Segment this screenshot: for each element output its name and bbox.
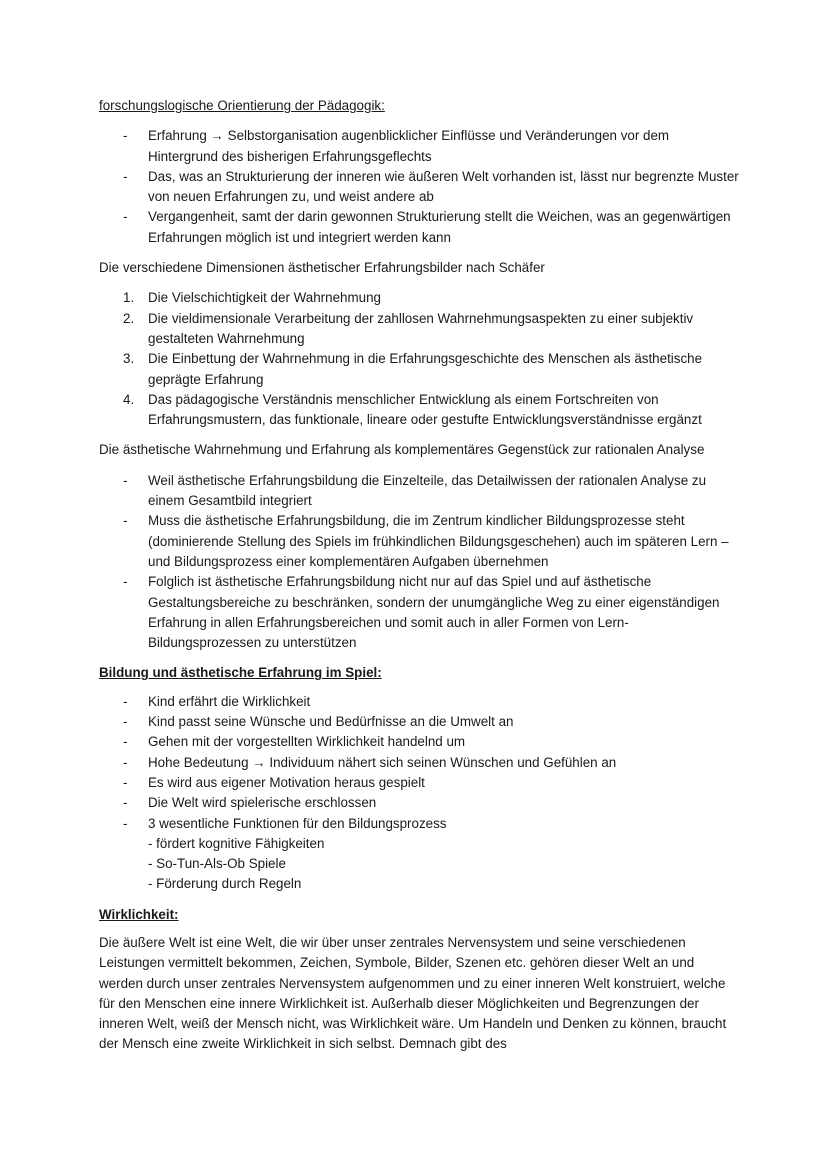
list-item	[99, 511, 739, 572]
list-item-text: Erfahrung → Selbstorganisation augenblicklicher Einflüsse und Veränderungen vor dem Hintergrund des bisherigen Erfahrungsgeflechts	[148, 128, 670, 164]
list-item	[99, 126, 739, 167]
list-item	[99, 793, 739, 813]
number-marker: 1.	[123, 290, 135, 306]
dash-marker: -	[123, 574, 128, 590]
list-item-text: Die Welt wird spielerische erschlossen	[148, 795, 377, 811]
list-item-text: Folglich ist ästhetische Erfahrungsbildung nicht nur auf das Spiel und auf ästhetische Gestaltungsbereiche zu beschränken, sondern der unumgängliche Weg zu einer eigenständigen Erfahrung in allen Erfahrungsbereichen und somit auch in aller Formen von Lern- Bildungsprozessen zu unterstützen	[148, 574, 720, 651]
list-item-text: Vergangenheit, samt der darin gewonnen Strukturierung stellt die Weichen, was an gegenwärtigen Erfahrungen möglich ist und integriert werden kann	[148, 209, 731, 245]
section-heading: Wirklichkeit:	[99, 906, 179, 922]
dash-marker: -	[123, 209, 128, 225]
list-item	[99, 167, 739, 208]
dash-marker: -	[123, 815, 128, 831]
list-item	[99, 732, 739, 752]
list-item	[99, 309, 739, 350]
list-item-text: Gehen mit der vorgestellten Wirklichkeit handelnd um	[148, 734, 466, 750]
section-heading: Bildung und ästhetische Erfahrung im Spiel:	[99, 665, 382, 681]
list-item	[99, 390, 739, 431]
list-item	[99, 207, 739, 248]
list-item-text: Kind passt seine Wünsche und Bedürfnisse an die Umwelt an	[148, 714, 514, 730]
section-intro: Die ästhetische Wahrnehmung und Erfahrung als komplementäres Gegenstück zur rationalen Analyse	[99, 442, 705, 458]
list-item-text: Es wird aus eigener Motivation heraus gespielt	[148, 774, 425, 790]
dash-marker: -	[123, 734, 128, 750]
list-item-text: Kind erfährt die Wirklichkeit	[148, 693, 311, 709]
dash-marker: -	[123, 128, 128, 144]
sub-item: - fördert kognitive Fähigkeiten	[148, 835, 325, 851]
number-marker: 2.	[123, 310, 135, 326]
list-item-text: Muss die ästhetische Erfahrungsbildung, die im Zentrum kindlicher Bildungsprozesse steht (dominierende Stellung des Spiels im frühkindlichen Bildungsgeschehen) auch im späteren Lern – und Bildungsprozess einer komplementären Aufgaben übernehmen	[148, 513, 729, 569]
sub-item: - Förderung durch Regeln	[148, 876, 302, 892]
dash-marker: -	[123, 472, 128, 488]
list-item-text: Hohe Bedeutung → Individuum nähert sich seinen Wünschen und Gefühlen an	[148, 754, 617, 770]
dash-marker: -	[123, 795, 128, 811]
bullet-list	[99, 692, 739, 895]
list-item	[99, 712, 739, 732]
section-heading: forschungslogische Orientierung der Pädagogik:	[99, 98, 385, 113]
sub-item: - So-Tun-Als-Ob Spiele	[148, 856, 286, 872]
dash-marker: -	[123, 754, 128, 770]
body-paragraph: Die äußere Welt ist eine Welt, die wir über unser zentrales Nervensystem und seine verschiedenen Leistungen vermittelt bekommen, Zeichen, Symbole, Bilder, Szenen etc. gehören dieser Welt an und werden durch unser zentrales Nervensystem aufgenommen und zu einer inneren Welt konstruiert, welche für den Menschen eine innere Wirklichkeit ist. Außerhalb dieser Möglichkeiten und Begrenzungen der inneren Welt, weiß der Mensch nicht, was Wirklichkeit wäre. Um Handeln und Denken zu können, braucht der Mensch eine zweite Wirklichkeit in sich selbst. Demnach gibt des	[99, 934, 727, 1052]
section-intro: Die verschiedene Dimensionen ästhetischer Erfahrungsbilder nach Schäfer	[99, 260, 545, 276]
list-item	[99, 753, 739, 773]
dash-marker: -	[123, 693, 128, 709]
number-marker: 4.	[123, 391, 135, 407]
list-item-text: Die vieldimensionale Verarbeitung der zahllosen Wahrnehmungsaspekten zu einer subjektiv gestalteten Wahrnehmung	[148, 310, 694, 346]
list-item	[99, 288, 739, 308]
document-page	[99, 96, 739, 1055]
list-item	[99, 572, 739, 653]
list-item-text: Die Vielschichtigkeit der Wahrnehmung	[148, 290, 381, 306]
list-item-text: Die Einbettung der Wahrnehmung in die Erfahrungsgeschichte des Menschen als ästhetische geprägte Erfahrung	[148, 351, 703, 387]
list-item	[99, 692, 739, 712]
list-item-text: Weil ästhetische Erfahrungsbildung die Einzelteile, das Detailwissen der rationalen Analyse zu einem Gesamtbild integriert	[148, 472, 707, 509]
number-marker: 3.	[123, 351, 135, 367]
dash-marker: -	[123, 513, 128, 529]
list-item-text: 3 wesentliche Funktionen für den Bildungsprozess	[148, 815, 447, 831]
bullet-list	[99, 471, 739, 654]
dash-marker: -	[123, 168, 128, 184]
dash-marker: -	[123, 714, 128, 730]
bullet-list	[99, 126, 739, 248]
list-item	[99, 773, 739, 793]
numbered-list	[99, 288, 739, 430]
list-item-text: Das pädagogische Verständnis menschlicher Entwicklung als einem Fortschreiten von Erfahrungsmustern, das funktionale, lineare oder gestufte Entwicklungsverständnisse ergänzt	[148, 391, 702, 428]
list-item	[99, 814, 739, 895]
dash-marker: -	[123, 774, 128, 790]
list-item	[99, 471, 739, 512]
list-item-text: Das, was an Strukturierung der inneren wie äußeren Welt vorhanden ist, lässt nur begrenzte Muster von neuen Erfahrungen zu, und weist andere ab	[148, 168, 739, 205]
list-item	[99, 349, 739, 390]
